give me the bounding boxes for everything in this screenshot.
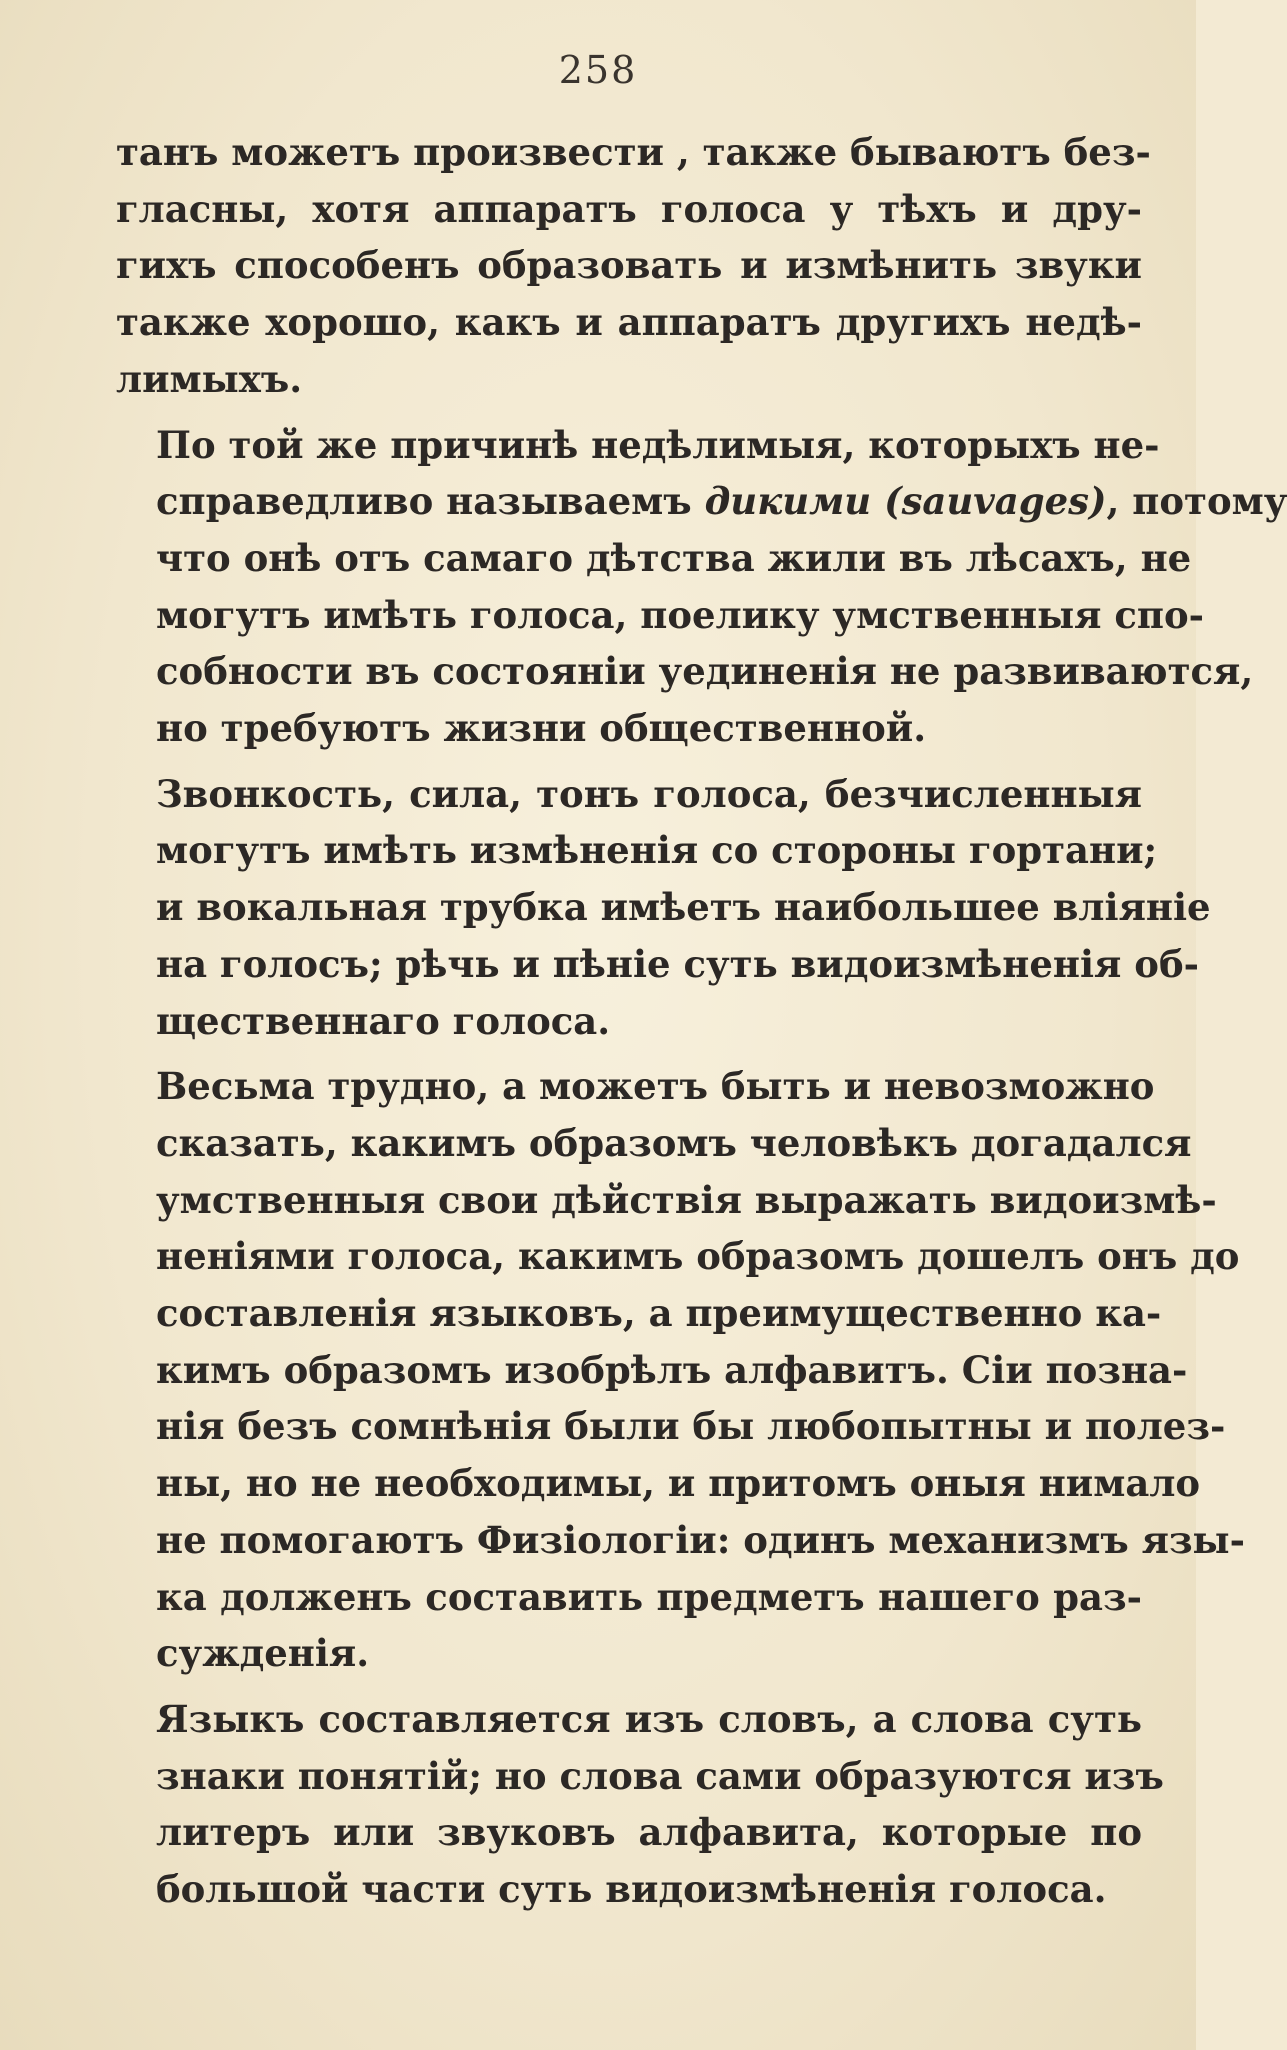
body-text xyxy=(116,124,1287,1927)
text-line: танъ можетъ произвести , также бываютъ без- xyxy=(116,130,1151,174)
text-line: составленія языковъ, а преимущественно ка- xyxy=(156,1291,1162,1336)
paragraph xyxy=(116,417,1287,757)
text-line: Языкъ составляется изъ словъ, а слова суть xyxy=(156,1696,1142,1741)
text-line: неніями голоса, какимъ образомъ дошелъ онъ до xyxy=(156,1234,1240,1279)
text-line: сказать, какимъ образомъ человѣкъ догадался xyxy=(156,1120,1192,1165)
text-line: не помогаютъ Физіологіи: одинъ механизмъ язы- xyxy=(156,1517,1246,1562)
text-line: По той же причинѣ недѣлимыя, которыхъ не- xyxy=(156,422,1160,467)
text-line: нія безъ сомнѣнія были бы любопытны и полез- xyxy=(156,1404,1226,1449)
text-line: ны, но не необходимы, и притомъ оныя нимало xyxy=(156,1461,1201,1506)
text-line: большой части суть видоизмѣненія голоса. xyxy=(156,1867,1107,1912)
text-line: щественнаго голоса. xyxy=(156,998,611,1043)
page-number: 258 xyxy=(558,48,638,92)
text-line: справедливо называемъ дикими (sauvages), потому xyxy=(156,479,1287,524)
text-line: Звонкость, сила, тонъ голоса, безчисленныя xyxy=(156,771,1142,816)
text-line: лимыхъ. xyxy=(116,356,303,401)
paragraph xyxy=(116,124,1151,408)
text-line: могутъ имѣть голоса, поелику умственныя спо- xyxy=(156,592,1205,637)
text-line: на голосъ; рѣчь и пѣніе суть видоизмѣненія об- xyxy=(156,941,1199,986)
paragraph xyxy=(116,1691,1164,1918)
text-line: что онѣ отъ самаго дѣтства жили въ лѣсахъ, не xyxy=(156,535,1192,580)
text-line: собности въ состояніи уединенія не развиваются, xyxy=(156,649,1254,694)
text-line: литеръ или звуковъ алфавита, которые по xyxy=(156,1810,1142,1855)
text-line: сужденія. xyxy=(156,1631,370,1676)
text-line: гихъ способенъ образовать и измѣнить звуки xyxy=(116,243,1142,288)
text-line: гласны, хотя аппаратъ голоса у тѣхъ и дру- xyxy=(116,186,1142,231)
text-line: ка долженъ составить предметъ нашего раз- xyxy=(156,1574,1142,1619)
text-line: кимъ образомъ изобрѣлъ алфавитъ. Сіи позна- xyxy=(156,1347,1188,1392)
paragraph xyxy=(116,1058,1246,1682)
text-line: знаки понятій; но слова сами образуются изъ xyxy=(156,1753,1164,1798)
text-line: и вокальная трубка имѣетъ наибольшее вліяніе xyxy=(156,885,1211,930)
text-line: также хорошо, какъ и аппаратъ другихъ недѣ- xyxy=(116,300,1142,345)
text-line: Весьма трудно, а можетъ быть и невозможно xyxy=(156,1064,1155,1109)
text-line: умственныя свои дѣйствія выражать видоизмѣ- xyxy=(156,1177,1217,1222)
paragraph xyxy=(116,766,1211,1050)
text-line: могутъ имѣть измѣненія со стороны гортани; xyxy=(156,828,1158,873)
text-line: но требуютъ жизни общественной. xyxy=(156,706,927,751)
